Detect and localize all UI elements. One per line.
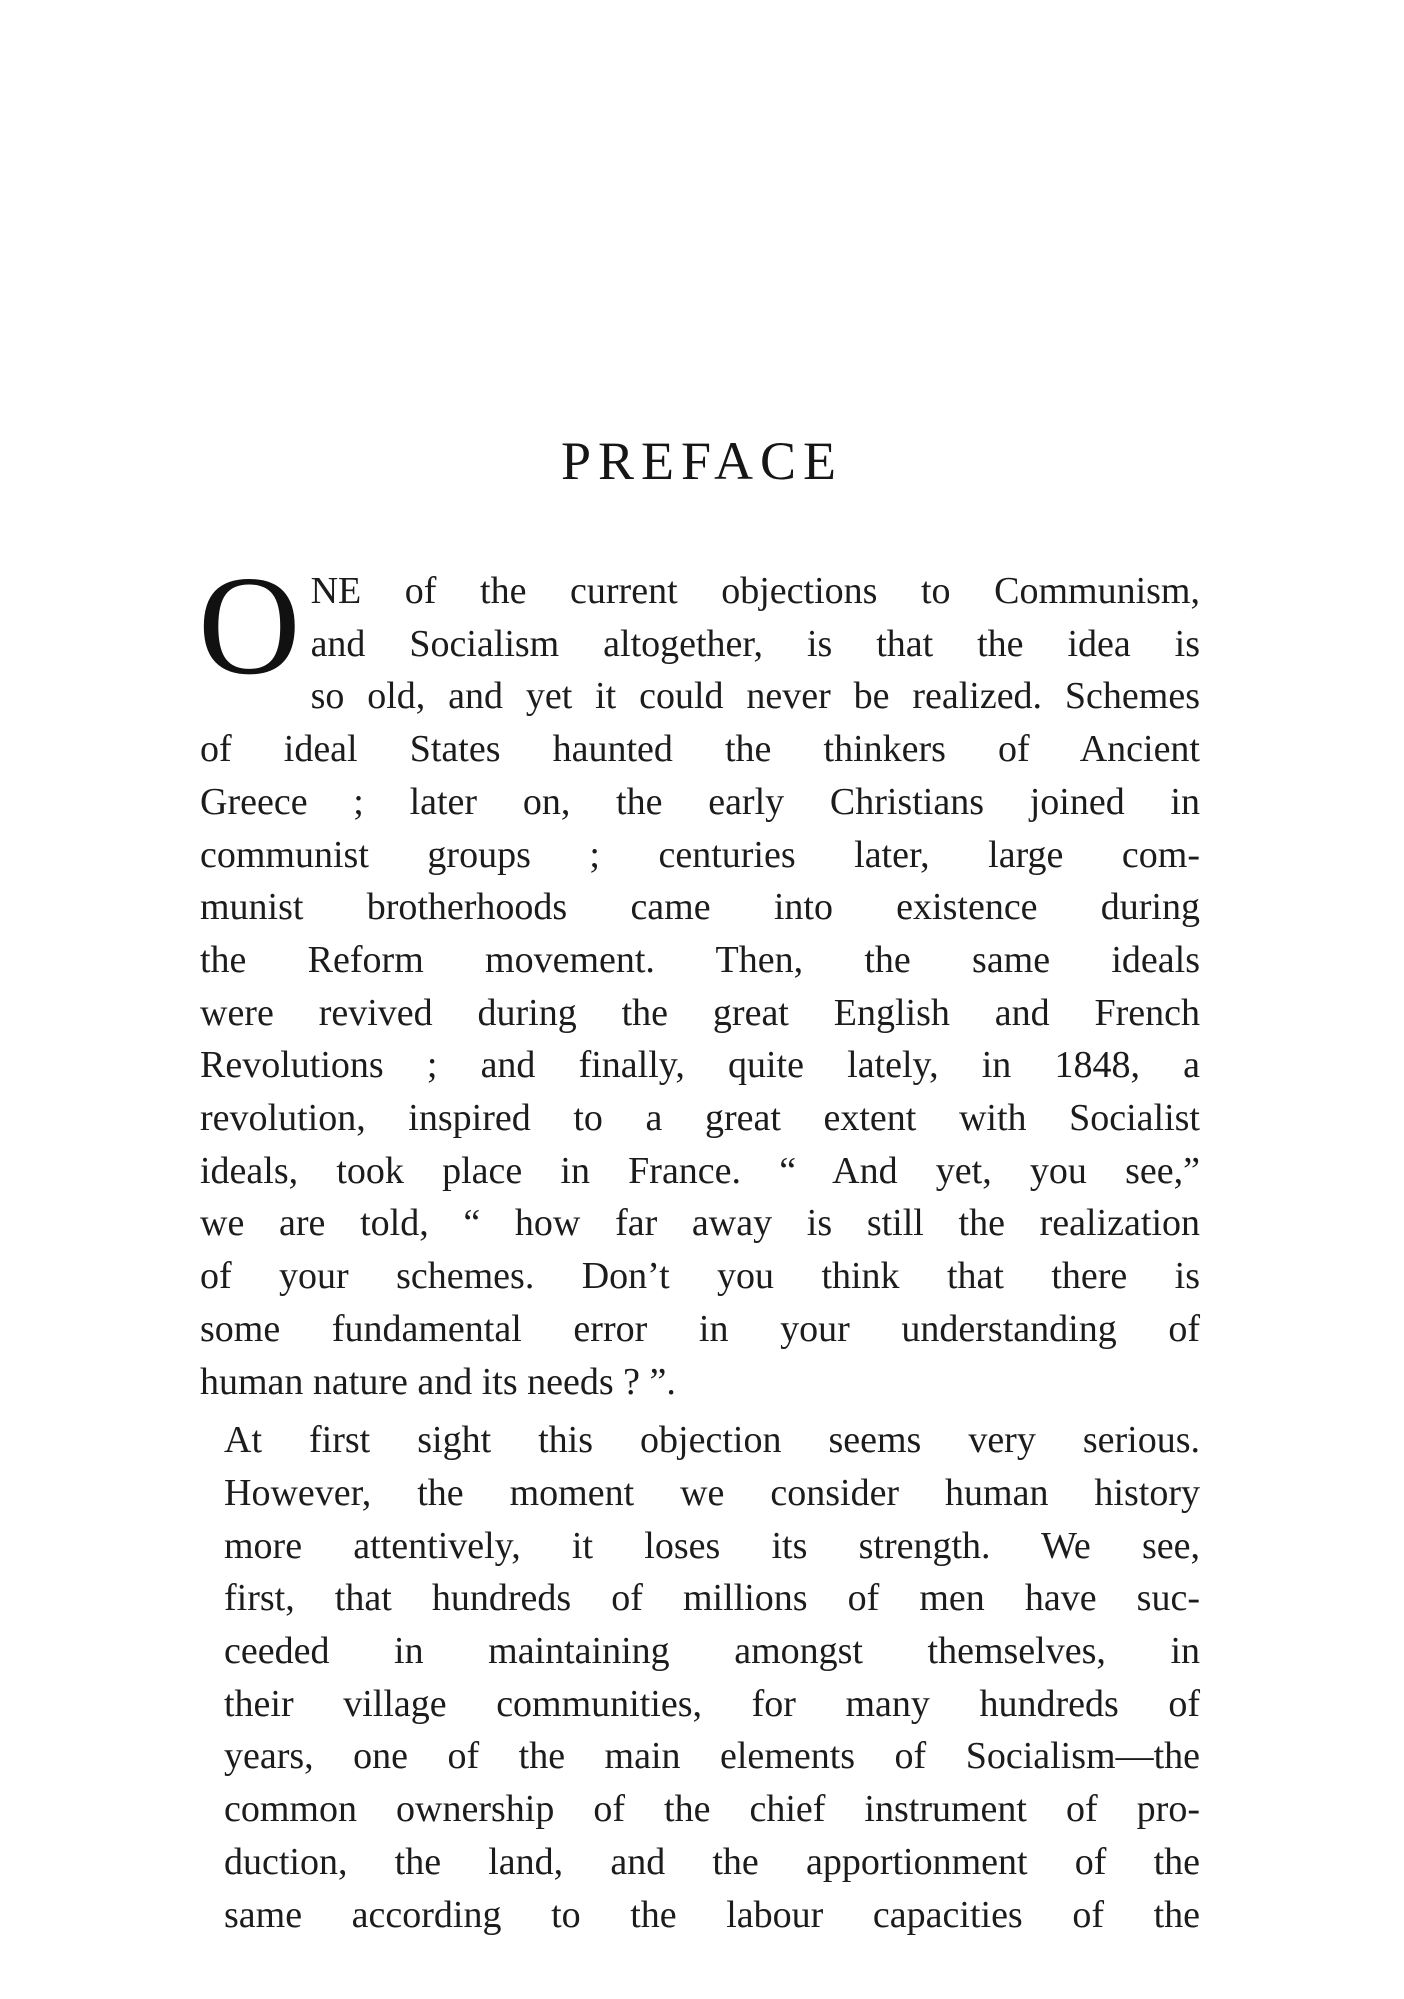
text-line: communist groups ; centuries later, large com- (200, 833, 1200, 876)
text-line: so old, and yet it could never be realized. Schemes (310, 675, 1200, 718)
text-line: NE of the current objections to Communism, (310, 570, 1200, 612)
text-line: Revolutions ; and finally, quite lately, in 1848, a (200, 1044, 1200, 1087)
text-line: of your schemes. Don’t you think that there is (200, 1255, 1200, 1298)
text-line: duction, the land, and the apportionment of the (224, 1840, 1200, 1883)
paragraph-2 (200, 1414, 1200, 1941)
text-line: Greece ; later on, the early Christians joined in (200, 780, 1200, 823)
text-line: their village communities, for many hundreds of (224, 1682, 1200, 1725)
text-line: we are told, “ how far away is still the realization (200, 1202, 1200, 1245)
text-line: revolution, inspired to a great extent with Socialist (200, 1097, 1200, 1140)
body-text (198, 546, 1200, 1941)
text-line: human nature and its needs ? ”. (200, 1360, 676, 1403)
drop-cap: O (198, 546, 301, 704)
text-line: same according to the labour capacities of the (224, 1893, 1200, 1936)
text-line: ceeded in maintaining amongst themselves, in (224, 1630, 1200, 1673)
text-line: and Socialism altogether, is that the idea is (310, 622, 1200, 665)
text-line: were revived during the great English and French (200, 991, 1200, 1034)
text-line: some fundamental error in your understanding of (200, 1307, 1200, 1350)
text-line: ideals, took place in France. “ And yet, you see,” (200, 1149, 1200, 1192)
page-title: PREFACE (560, 431, 844, 491)
text-line: munist brotherhoods came into existence during (200, 886, 1200, 929)
text-line: of ideal States haunted the thinkers of Ancient (200, 728, 1200, 771)
paragraph-1 (198, 546, 1200, 1408)
text-line: However, the moment we consider human history (224, 1471, 1200, 1514)
text-line: more attentively, it loses its strength. We see, (224, 1524, 1200, 1567)
text-line: common ownership of the chief instrument of pro- (224, 1788, 1200, 1831)
text-line: the Reform movement. Then, the same ideals (200, 938, 1200, 981)
text-line: years, one of the main elements of Socialism—the (224, 1735, 1200, 1778)
text-line: At first sight this objection seems very serious. (224, 1419, 1200, 1462)
text-line: first, that hundreds of millions of men have suc- (224, 1577, 1200, 1620)
